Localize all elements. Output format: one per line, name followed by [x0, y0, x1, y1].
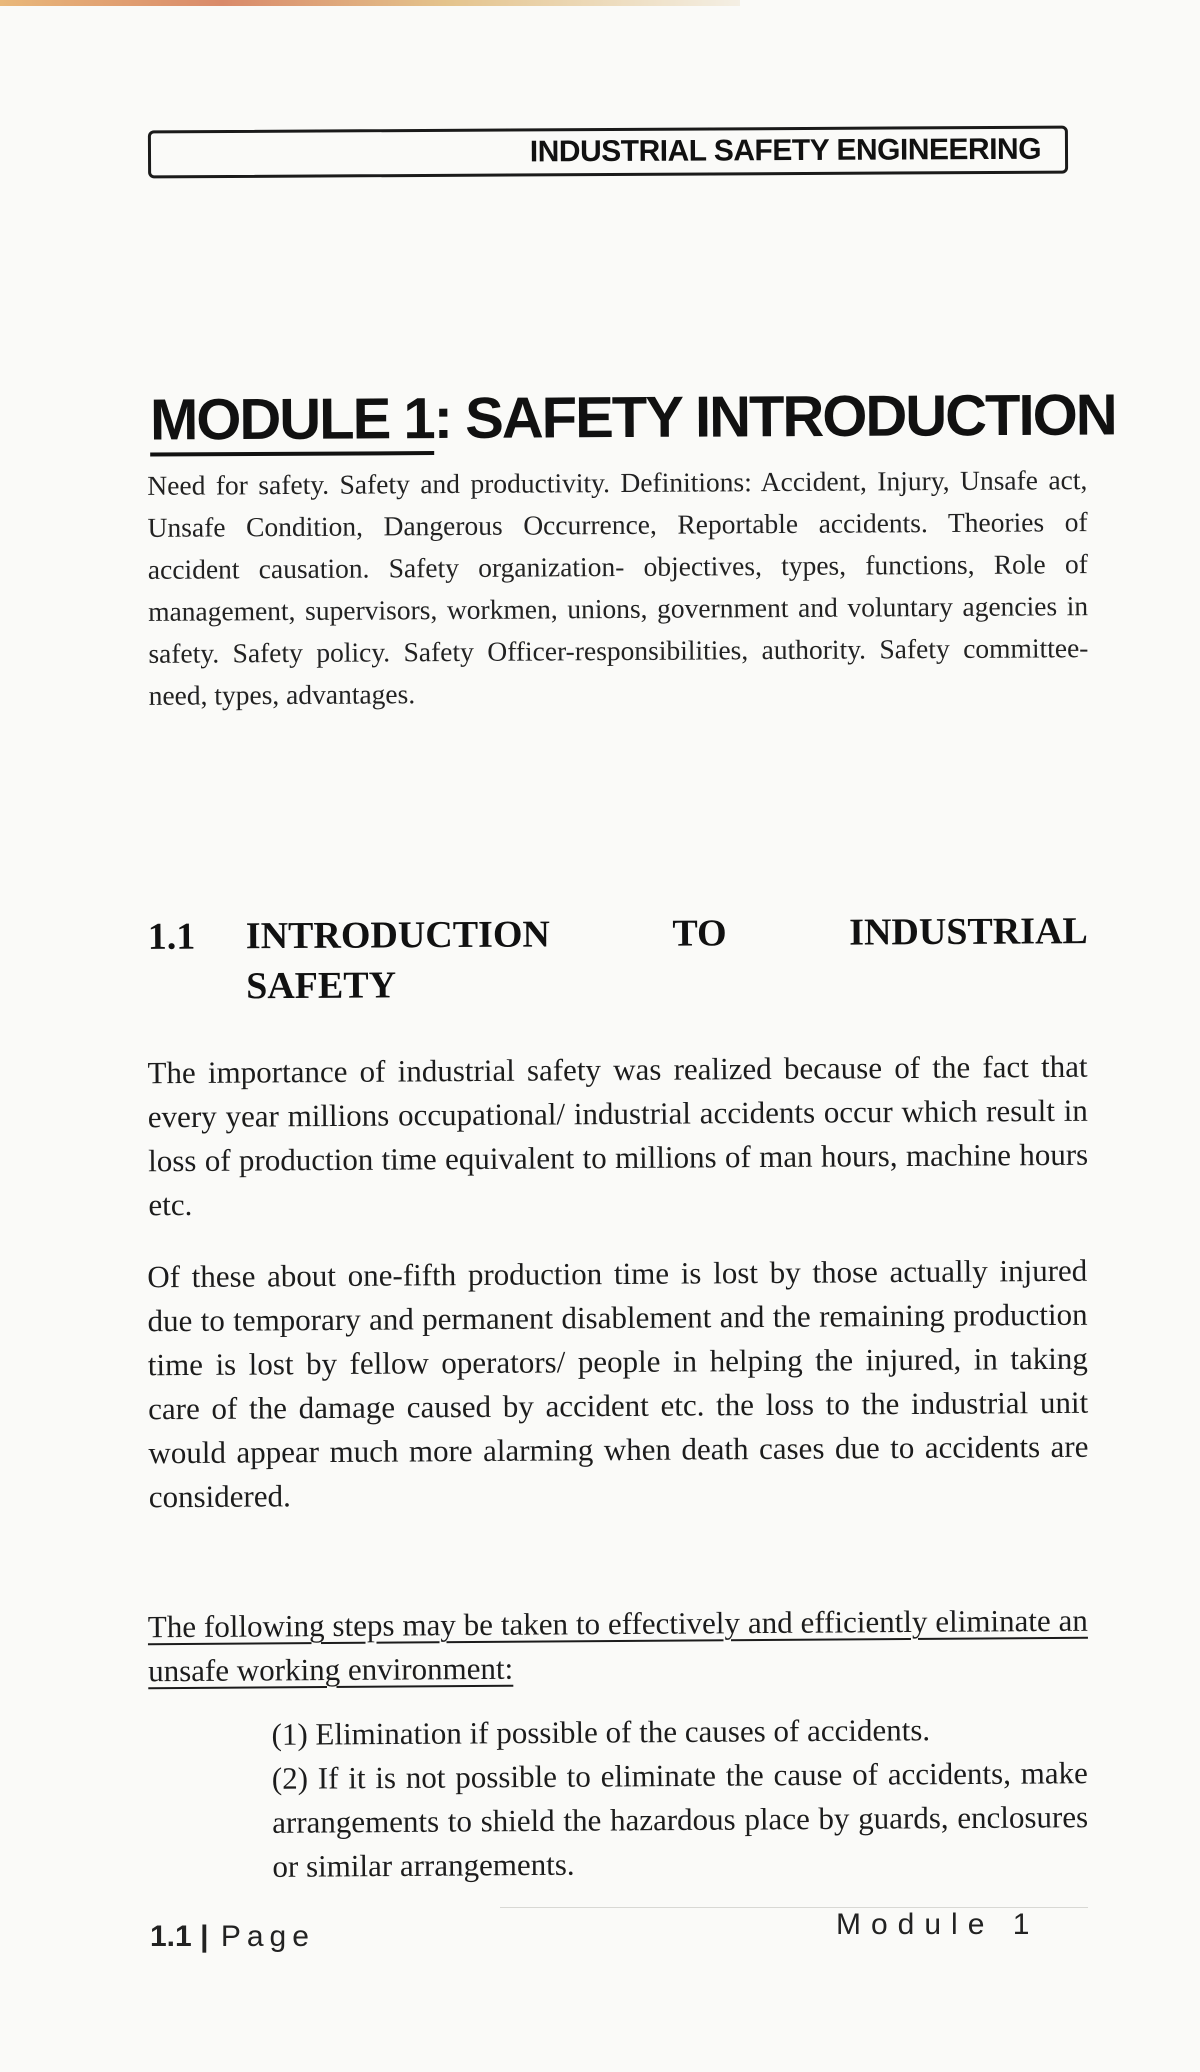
header-title: INDUSTRIAL SAFETY ENGINEERING — [529, 132, 1042, 169]
top-color-strip — [0, 0, 740, 6]
footer-page-number — [150, 1920, 315, 1954]
page-number: 1.1 — [150, 1920, 192, 1953]
section-heading-word: INDUSTRIAL — [849, 910, 1088, 954]
module-title-rest: : SAFETY INTRODUCTION — [433, 382, 1116, 452]
section-heading-word: TO — [672, 912, 727, 955]
module-title — [150, 381, 1116, 453]
section-heading — [148, 909, 1089, 1009]
section-heading-line2: SAFETY — [246, 964, 397, 1008]
page-separator: | — [200, 1920, 209, 1953]
section-heading-word: INTRODUCTION — [245, 913, 551, 958]
footer-module-label: Module 1 — [836, 1908, 1040, 1941]
list-item: (2) If it is not possible to eliminate the cause of accidents, make arrangements to shield the hazardous place by guards, enclosures or similar arrangements. — [271, 1755, 1089, 1884]
section-number: 1.1 — [147, 915, 196, 958]
running-header — [148, 126, 1068, 179]
module-title-prefix: MODULE 1 — [150, 386, 434, 456]
paragraph-production-time: Of these about one-fifth production time is lost by those actually injured due to temporary and permanent disablement and the remaining production time is lost by fellow operators/ people in helping the injured, in taking care of the damage caused by accident etc. the loss to the industrial unit would appear much more alarming when death cases due to accidents are considered. — [147, 1252, 1089, 1515]
steps-list — [271, 1707, 1088, 1889]
steps-intro: The following steps may be taken to effectively and efficiently eliminate an unsafe working environment: — [147, 1602, 1088, 1689]
module-syllabus: Need for safety. Safety and productivity. Definitions: Accident, Injury, Unsafe act, Unsafe Condition, Dangerous Occurrence, Reportable accidents. Theories of accident causation. Safety organization- objectives, types, functions, Role of management, supervisors, workmen, unions, government and voluntary agencies in safety. Safety policy. Safety Officer-responsibilities, authority. Safety committee-need, types, advantages. — [147, 464, 1089, 711]
page-label: Page — [220, 1920, 315, 1953]
paragraph-importance: The importance of industrial safety was realized because of the fact that every year millions occupational/ industrial accidents occur which result in loss of production time equivalent to millions of man hours, machine hours etc. — [147, 1048, 1089, 1223]
list-item: (1) Elimination if possible of the causes of accidents. — [271, 1712, 931, 1752]
